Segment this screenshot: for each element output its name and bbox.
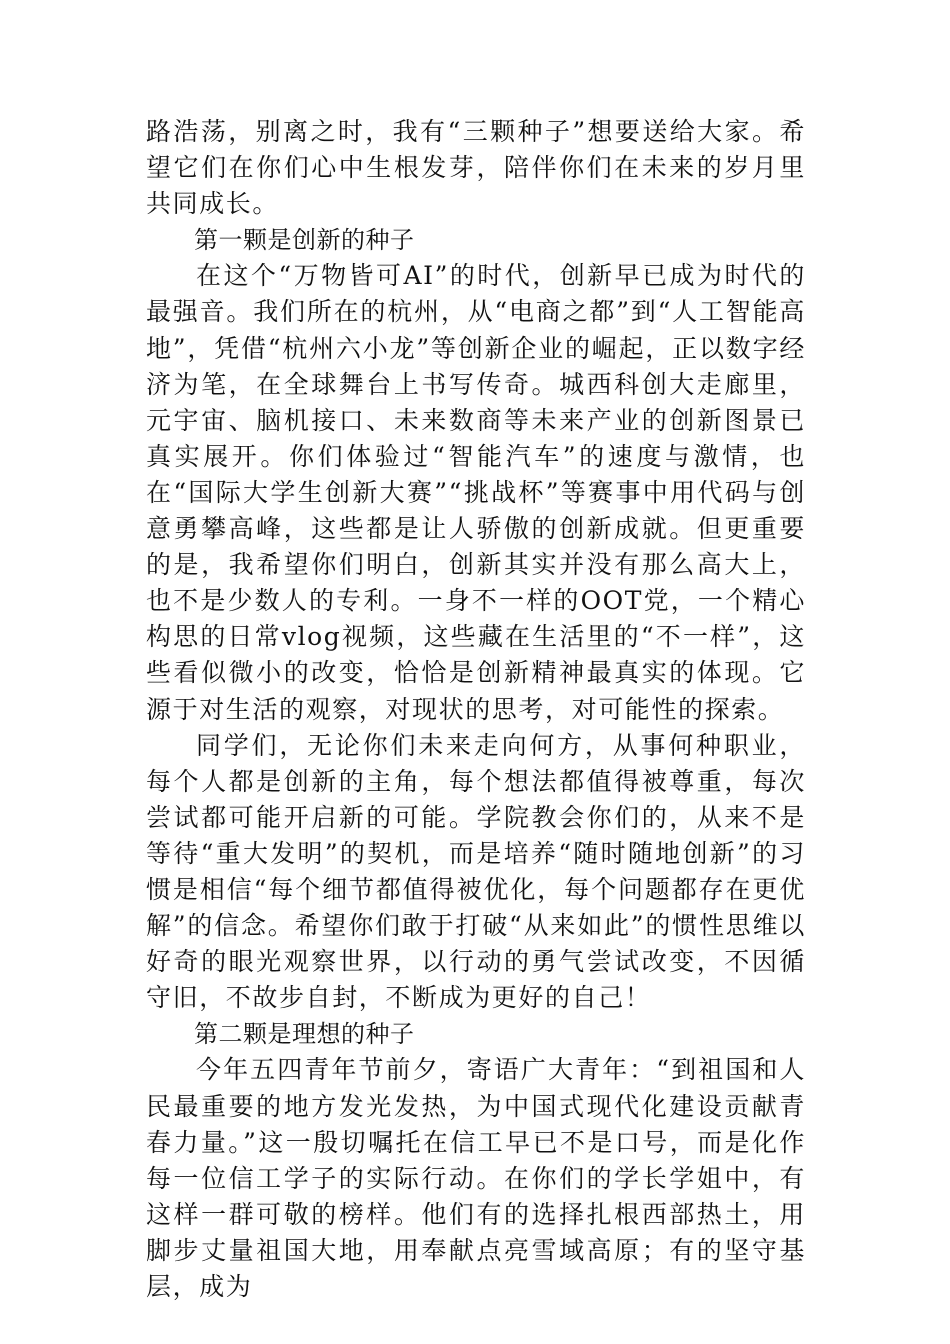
paragraph-innovation-2: 同学们，无论你们未来走向何方，从事何种职业，每个人都是创新的主角，每个想法都值得被尊重，每次尝试都可能开启新的可能。学院教会你们的，从来不是等待“重大发明”的契机，而是培养“随时随地创新”的习惯是相信“每个细节都值得被优化，每个问题都存在更优解”的信念。希望你们敢于打破“从来如此”的惯性思维以好奇的眼光观察世界，以行动的勇气尝试改变，不因循守旧，不故步自封，不断成为更好的自己！ <box>146 730 806 1013</box>
document-page <box>146 114 806 1305</box>
paragraph-continued: 路浩荡，别离之时，我有“三颗种子”想要送给大家。希望它们在你们心中生根发芽，陪伴你们在未来的岁月里共同成长。 <box>146 117 806 219</box>
section-heading-ideal: 第二颗是理想的种子 <box>194 1020 415 1049</box>
section-heading-innovation: 第一颗是创新的种子 <box>194 226 415 255</box>
paragraph-ideal-1: 今年五四青年节前夕，寄语广大青年：“到祖国和人民最重要的地方发光发热，为中国式现代化建设贡献青春力量。”这一殷切嘱托在信工早已不是口号，而是化作每一位信工学子的实际行动。在你们的学长学姐中，有这样一群可敬的榜样。他们有的选择扎根西部热土，用脚步丈量祖国大地，用奉献点亮雪域高原；有的坚守基层，成为 <box>146 1055 806 1301</box>
paragraph-innovation-1: 在这个“万物皆可AI”的时代，创新早已成为时代的最强音。我们所在的杭州，从“电商之都”到“人工智能高地”，凭借“杭州六小龙”等创新企业的崛起，正以数字经济为笔，在全球舞台上书写传奇。城西科创大走廊里，元宇宙、脑机接口、未来数商等未来产业的创新图景已真实展开。你们体验过“智能汽车”的速度与激情，也在“国际大学生创新大赛”“挑战杯”等赛事中用代码与创意勇攀高峰，这些都是让人骄傲的创新成就。但更重要的是，我希望你们明白，创新其实并没有那么高大上，也不是少数人的专利。一身不一样的OOT党，一个精心构思的日常vlog视频，这些藏在生活里的“不一样”，这些看似微小的改变，恰恰是创新精神最真实的体现。它源于对生活的观察，对现状的思考，对可能性的探索。 <box>146 261 806 724</box>
